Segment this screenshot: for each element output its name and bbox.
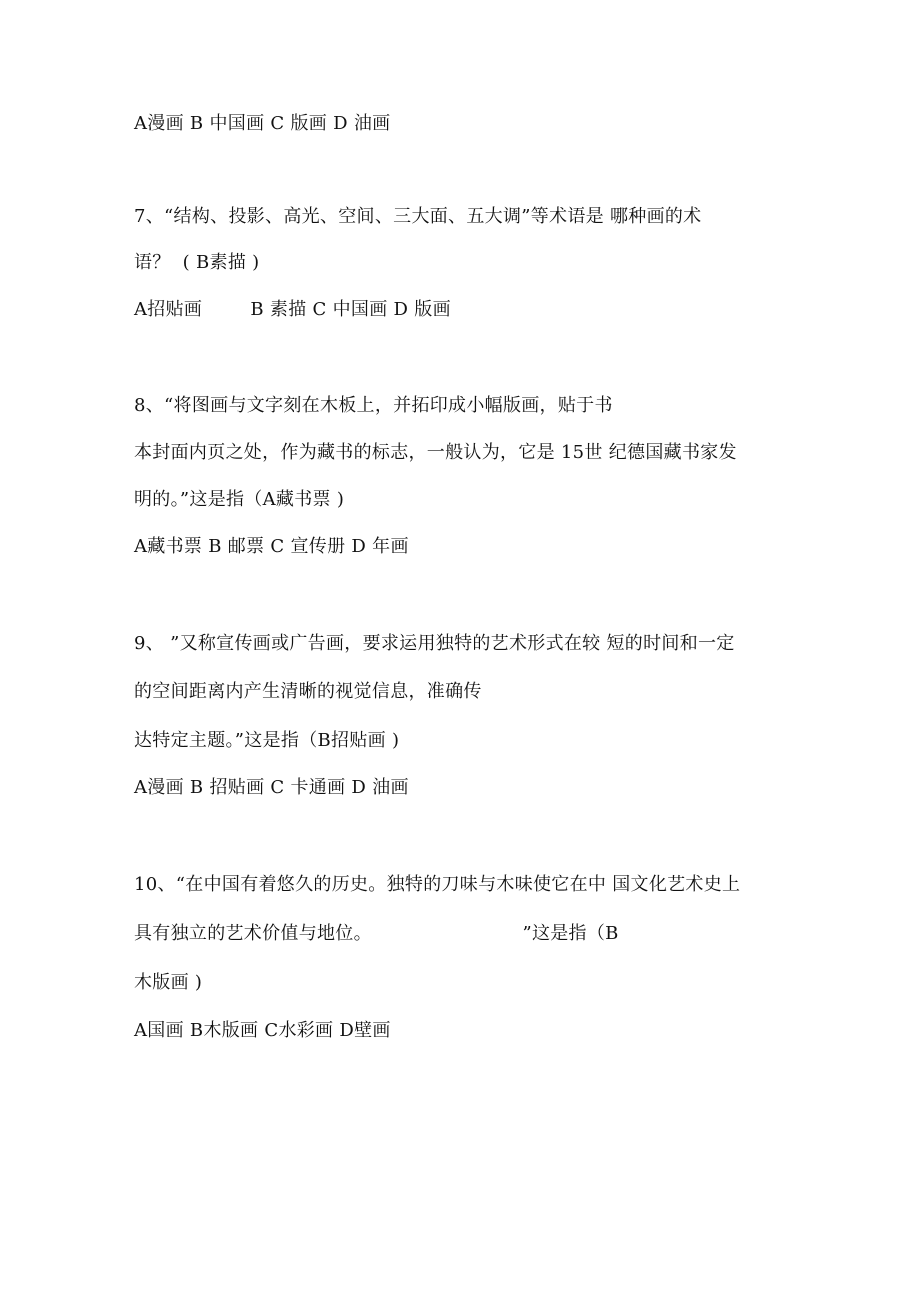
q6-options: A漫画 B 中国画 C 版画 D 油画 — [134, 113, 391, 134]
q8-question-line-1: 8、“将图画与文字刻在木板上，并拓印成小幅版画，贴于书 — [134, 395, 613, 416]
q10-question-line-2: 具有独立的艺术价值与地位。 ”这是指（B — [134, 923, 619, 944]
q9-question-line-1: 9、 ”又称宣传画或广告画，要求运用独特的艺术形式在较 短的时间和一定 — [134, 633, 735, 654]
q10-question-line-3: 木版画 ) — [134, 972, 203, 993]
q8-question-line-3: 明的。”这是指（A藏书票 ) — [134, 489, 345, 510]
q7-question-line-2: 语？ ( B素描 ) — [134, 252, 260, 273]
q7-options: A招贴画 B 素描 C 中国画 D 版画 — [134, 299, 451, 320]
q10-question-line-1: 10、“在中国有着悠久的历史。独特的刀味与木味使它在中 国文化艺术史上 — [134, 874, 741, 895]
q10-options: A国画 B木版画 C水彩画 D壁画 — [134, 1020, 391, 1041]
q8-question-line-2: 本封面内页之处，作为藏书的标志，一般认为，它是 15世 纪德国藏书家发 — [134, 442, 737, 463]
q8-options: A藏书票 B 邮票 C 宣传册 D 年画 — [134, 536, 409, 557]
q9-question-line-2: 的空间距离内产生清晰的视觉信息，准确传 — [134, 681, 482, 702]
q9-options: A漫画 B 招贴画 C 卡通画 D 油画 — [134, 777, 409, 798]
q9-question-line-3: 达特定主题。”这是指（B招贴画 ) — [134, 730, 400, 751]
q7-question-line-1: 7、“结构、投影、高光、空间、三大面、五大调”等术语是 哪种画的术 — [134, 206, 702, 227]
